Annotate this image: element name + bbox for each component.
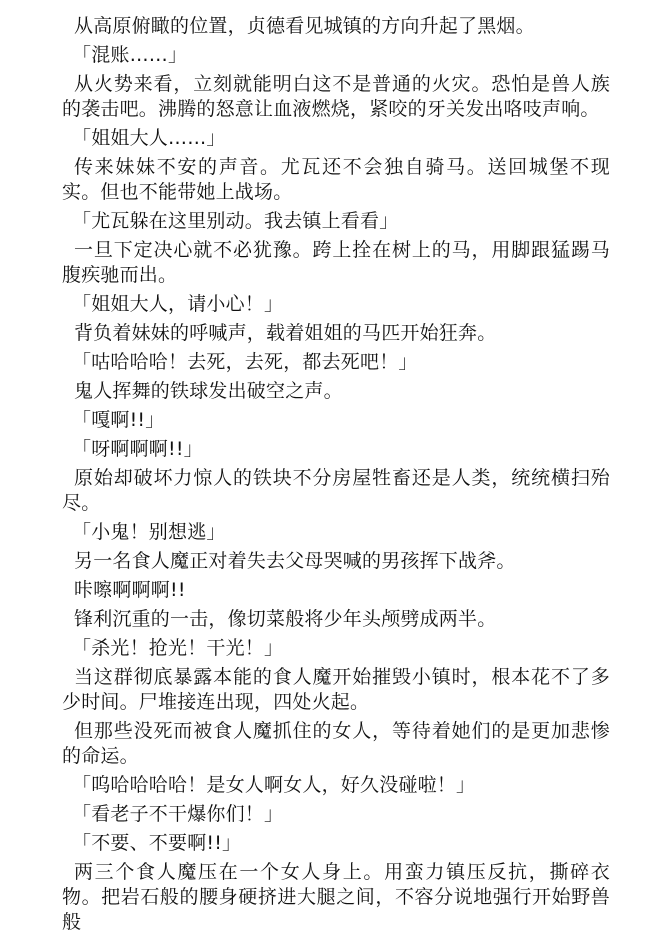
paragraph: 两三个食人魔压在一个女人身上。用蛮力镇压反抗，撕碎衣物。把岩石般的腰身硬挤进大腿之间，不容分说地强行开始野兽般: [62, 861, 610, 933]
paragraph: 另一名食人魔正对着失去父母哭喊的男孩挥下战斧。: [74, 550, 516, 572]
dialogue-line: 「看老子不干爆你们！」: [72, 803, 284, 825]
dialogue-line: 「小鬼！别想逃」: [72, 521, 226, 543]
paragraph: 但那些没死而被食人魔抓住的女人，等待着她们的是更加悲惨的命运。: [62, 720, 610, 767]
paragraph: 一旦下定决心就不必犹豫。跨上拴在树上的马，用脚跟猛踢马腹疾驰而出。: [62, 239, 610, 286]
dialogue-line: 「呜哈哈哈哈！是女人啊女人，好久没碰啦！」: [72, 774, 476, 796]
dialogue-line: 「尤瓦躲在这里别动。我去镇上看看」: [72, 210, 399, 232]
dialogue-line: 「嘎啊!!」: [72, 409, 165, 431]
paragraph: 从高原俯瞰的位置，贞德看见城镇的方向升起了黑烟。: [74, 15, 535, 37]
paragraph: 鬼人挥舞的铁球发出破空之声。: [74, 380, 343, 402]
paragraph: 锋利沉重的一击，像切菜般将少年头颅劈成两半。: [74, 608, 497, 630]
dialogue-line: 「不要、不要啊!!」: [72, 832, 242, 854]
paragraph: 当这群彻底暴露本能的食人魔开始摧毁小镇时，根本花不了多少时间。尸堆接连出现，四处火起。: [62, 666, 610, 713]
dialogue-line: 「姐姐大人，请小心！」: [72, 293, 284, 315]
dialogue-line: 「杀光！抢光！干光！」: [72, 637, 284, 659]
paragraph: 原始却破坏力惊人的铁块不分房屋牲畜还是人类，统统横扫殆尽。: [62, 467, 610, 514]
paragraph: 咔嚓啊啊啊!!: [74, 579, 186, 601]
paragraph: 传来妹妹不安的声音。尤瓦还不会独自骑马。送回城堡不现实。但也不能带她上战场。: [62, 156, 610, 203]
dialogue-line: 「呀啊啊啊!!」: [72, 438, 203, 460]
dialogue-line: 「姐姐大人……」: [72, 127, 226, 149]
dialogue-line: 「咕哈哈哈！去死，去死，都去死吧！」: [72, 351, 418, 373]
paragraph: 背负着妹妹的呼喊声，载着姐姐的马匹开始狂奔。: [74, 322, 497, 344]
paragraph: 从火势来看，立刻就能明白这不是普通的火灾。恐怕是兽人族的袭击吧。沸腾的怒意让血液燃烧，紧咬的牙关发出咯吱声响。: [62, 73, 610, 120]
dialogue-line: 「混账……」: [72, 44, 188, 66]
